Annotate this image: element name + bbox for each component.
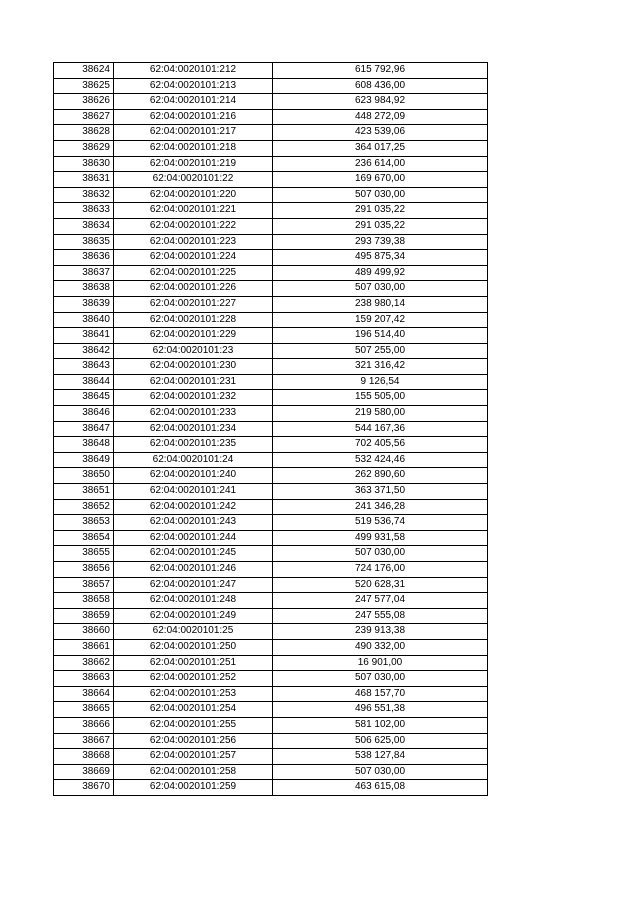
cadastral-value-cell: 507 030,00 <box>273 281 488 297</box>
cadastral-number-cell: 62:04:0020101:241 <box>114 484 273 500</box>
cadastral-number-cell: 62:04:0020101:225 <box>114 265 273 281</box>
table-row <box>54 250 488 266</box>
row-number-cell: 38665 <box>54 702 114 718</box>
row-number-cell: 38661 <box>54 639 114 655</box>
table-row <box>54 686 488 702</box>
cadastral-value-cell: 291 035,22 <box>273 218 488 234</box>
cadastral-value-cell: 247 555,08 <box>273 608 488 624</box>
cadastral-value-cell: 239 913,38 <box>273 624 488 640</box>
row-number-cell: 38629 <box>54 140 114 156</box>
cadastral-number-cell: 62:04:0020101:243 <box>114 515 273 531</box>
table-row <box>54 78 488 94</box>
row-number-cell: 38630 <box>54 156 114 172</box>
cadastral-value-cell: 615 792,96 <box>273 63 488 79</box>
cadastral-number-cell: 62:04:0020101:240 <box>114 468 273 484</box>
row-number-cell: 38627 <box>54 109 114 125</box>
cadastral-value-cell: 423 539,06 <box>273 125 488 141</box>
row-number-cell: 38645 <box>54 390 114 406</box>
row-number-cell: 38648 <box>54 437 114 453</box>
cadastral-number-cell: 62:04:0020101:223 <box>114 234 273 250</box>
cadastral-value-cell: 238 980,14 <box>273 296 488 312</box>
cadastral-number-cell: 62:04:0020101:253 <box>114 686 273 702</box>
table-row <box>54 359 488 375</box>
row-number-cell: 38639 <box>54 296 114 312</box>
cadastral-number-cell: 62:04:0020101:230 <box>114 359 273 375</box>
table-row <box>54 187 488 203</box>
row-number-cell: 38649 <box>54 452 114 468</box>
table-row <box>54 452 488 468</box>
cadastral-number-cell: 62:04:0020101:244 <box>114 530 273 546</box>
row-number-cell: 38640 <box>54 312 114 328</box>
table-row <box>54 655 488 671</box>
row-number-cell: 38641 <box>54 328 114 344</box>
table-row <box>54 296 488 312</box>
cadastral-value-cell: 463 615,08 <box>273 780 488 796</box>
row-number-cell: 38631 <box>54 172 114 188</box>
cadastral-number-cell: 62:04:0020101:22 <box>114 172 273 188</box>
cadastral-value-cell: 262 890,60 <box>273 468 488 484</box>
cadastral-number-cell: 62:04:0020101:24 <box>114 452 273 468</box>
table-row <box>54 608 488 624</box>
cadastral-number-cell: 62:04:0020101:212 <box>114 63 273 79</box>
cadastral-value-cell: 490 332,00 <box>273 639 488 655</box>
cadastral-value-cell: 159 207,42 <box>273 312 488 328</box>
table-row <box>54 406 488 422</box>
row-number-cell: 38664 <box>54 686 114 702</box>
row-number-cell: 38653 <box>54 515 114 531</box>
table-row <box>54 499 488 515</box>
table-row <box>54 546 488 562</box>
row-number-cell: 38667 <box>54 733 114 749</box>
cadastral-value-cell: 9 126,54 <box>273 374 488 390</box>
table-row <box>54 218 488 234</box>
cadastral-number-cell: 62:04:0020101:219 <box>114 156 273 172</box>
cadastral-value-cell: 293 739,38 <box>273 234 488 250</box>
cadastral-number-cell: 62:04:0020101:249 <box>114 608 273 624</box>
cadastral-number-cell: 62:04:0020101:250 <box>114 639 273 655</box>
cadastral-value-cell: 499 931,58 <box>273 530 488 546</box>
cadastral-value-cell: 544 167,36 <box>273 421 488 437</box>
cadastral-value-cell: 16 901,00 <box>273 655 488 671</box>
cadastral-number-cell: 62:04:0020101:234 <box>114 421 273 437</box>
cadastral-value-cell: 448 272,09 <box>273 109 488 125</box>
row-number-cell: 38650 <box>54 468 114 484</box>
cadastral-number-cell: 62:04:0020101:258 <box>114 764 273 780</box>
cadastral-value-cell: 532 424,46 <box>273 452 488 468</box>
row-number-cell: 38658 <box>54 593 114 609</box>
cadastral-value-cell: 496 551,38 <box>273 702 488 718</box>
cadastral-value-cell: 702 405,56 <box>273 437 488 453</box>
row-number-cell: 38662 <box>54 655 114 671</box>
table-row <box>54 125 488 141</box>
row-number-cell: 38652 <box>54 499 114 515</box>
cadastral-value-cell: 241 346,28 <box>273 499 488 515</box>
cadastral-number-cell: 62:04:0020101:23 <box>114 343 273 359</box>
table-row <box>54 749 488 765</box>
cadastral-number-cell: 62:04:0020101:254 <box>114 702 273 718</box>
row-number-cell: 38663 <box>54 671 114 687</box>
table-row <box>54 109 488 125</box>
row-number-cell: 38628 <box>54 125 114 141</box>
cadastral-number-cell: 62:04:0020101:242 <box>114 499 273 515</box>
table-row <box>54 702 488 718</box>
table-row <box>54 421 488 437</box>
row-number-cell: 38647 <box>54 421 114 437</box>
cadastral-value-cell: 506 625,00 <box>273 733 488 749</box>
cadastral-number-cell: 62:04:0020101:256 <box>114 733 273 749</box>
table-row <box>54 312 488 328</box>
table-row <box>54 780 488 796</box>
row-number-cell: 38666 <box>54 717 114 733</box>
table-row <box>54 624 488 640</box>
table-row <box>54 234 488 250</box>
table-row <box>54 562 488 578</box>
row-number-cell: 38636 <box>54 250 114 266</box>
cadastral-value-cell: 507 030,00 <box>273 187 488 203</box>
table-body <box>54 63 488 796</box>
cadastral-number-cell: 62:04:0020101:214 <box>114 94 273 110</box>
cadastral-value-cell: 155 505,00 <box>273 390 488 406</box>
cadastral-number-cell: 62:04:0020101:231 <box>114 374 273 390</box>
table-row <box>54 140 488 156</box>
table-row <box>54 639 488 655</box>
cadastral-number-cell: 62:04:0020101:251 <box>114 655 273 671</box>
row-number-cell: 38670 <box>54 780 114 796</box>
cadastral-value-cell: 495 875,34 <box>273 250 488 266</box>
cadastral-number-cell: 62:04:0020101:227 <box>114 296 273 312</box>
cadastral-value-cell: 507 030,00 <box>273 546 488 562</box>
table-row <box>54 156 488 172</box>
cadastral-value-cell: 247 577,04 <box>273 593 488 609</box>
cadastral-number-cell: 62:04:0020101:257 <box>114 749 273 765</box>
cadastral-value-cell: 507 030,00 <box>273 671 488 687</box>
table-row <box>54 764 488 780</box>
cadastral-value-cell: 363 371,50 <box>273 484 488 500</box>
cadastral-value-cell: 724 176,00 <box>273 562 488 578</box>
row-number-cell: 38646 <box>54 406 114 422</box>
table-row <box>54 63 488 79</box>
row-number-cell: 38657 <box>54 577 114 593</box>
table-row <box>54 172 488 188</box>
table-row <box>54 265 488 281</box>
table-row <box>54 515 488 531</box>
row-number-cell: 38660 <box>54 624 114 640</box>
table-row <box>54 390 488 406</box>
cadastral-number-cell: 62:04:0020101:213 <box>114 78 273 94</box>
row-number-cell: 38654 <box>54 530 114 546</box>
cadastral-number-cell: 62:04:0020101:248 <box>114 593 273 609</box>
table-row <box>54 328 488 344</box>
row-number-cell: 38642 <box>54 343 114 359</box>
cadastral-value-cell: 468 157,70 <box>273 686 488 702</box>
cadastral-value-cell: 623 984,92 <box>273 94 488 110</box>
table-row <box>54 593 488 609</box>
cadastral-number-cell: 62:04:0020101:229 <box>114 328 273 344</box>
cadastral-number-cell: 62:04:0020101:245 <box>114 546 273 562</box>
table-row <box>54 281 488 297</box>
row-number-cell: 38644 <box>54 374 114 390</box>
cadastral-number-cell: 62:04:0020101:226 <box>114 281 273 297</box>
cadastral-value-cell: 489 499,92 <box>273 265 488 281</box>
cadastral-value-cell: 581 102,00 <box>273 717 488 733</box>
table-row <box>54 484 488 500</box>
cadastral-number-cell: 62:04:0020101:228 <box>114 312 273 328</box>
cadastral-number-cell: 62:04:0020101:232 <box>114 390 273 406</box>
table-row <box>54 717 488 733</box>
cadastral-value-cell: 196 514,40 <box>273 328 488 344</box>
table-row <box>54 671 488 687</box>
row-number-cell: 38632 <box>54 187 114 203</box>
cadastral-value-cell: 364 017,25 <box>273 140 488 156</box>
cadastral-value-table <box>53 62 488 796</box>
cadastral-number-cell: 62:04:0020101:221 <box>114 203 273 219</box>
table-row <box>54 437 488 453</box>
row-number-cell: 38634 <box>54 218 114 234</box>
cadastral-number-cell: 62:04:0020101:255 <box>114 717 273 733</box>
row-number-cell: 38655 <box>54 546 114 562</box>
cadastral-number-cell: 62:04:0020101:222 <box>114 218 273 234</box>
row-number-cell: 38638 <box>54 281 114 297</box>
cadastral-number-cell: 62:04:0020101:25 <box>114 624 273 640</box>
table-row <box>54 468 488 484</box>
table-row <box>54 203 488 219</box>
row-number-cell: 38656 <box>54 562 114 578</box>
cadastral-value-cell: 291 035,22 <box>273 203 488 219</box>
cadastral-value-cell: 519 536,74 <box>273 515 488 531</box>
row-number-cell: 38668 <box>54 749 114 765</box>
cadastral-number-cell: 62:04:0020101:217 <box>114 125 273 141</box>
cadastral-number-cell: 62:04:0020101:259 <box>114 780 273 796</box>
row-number-cell: 38626 <box>54 94 114 110</box>
cadastral-number-cell: 62:04:0020101:246 <box>114 562 273 578</box>
table-row <box>54 577 488 593</box>
cadastral-value-cell: 219 580,00 <box>273 406 488 422</box>
table-row <box>54 733 488 749</box>
cadastral-number-cell: 62:04:0020101:224 <box>114 250 273 266</box>
row-number-cell: 38643 <box>54 359 114 375</box>
cadastral-value-cell: 169 670,00 <box>273 172 488 188</box>
cadastral-number-cell: 62:04:0020101:235 <box>114 437 273 453</box>
row-number-cell: 38625 <box>54 78 114 94</box>
row-number-cell: 38651 <box>54 484 114 500</box>
cadastral-value-cell: 608 436,00 <box>273 78 488 94</box>
table-row <box>54 94 488 110</box>
cadastral-number-cell: 62:04:0020101:218 <box>114 140 273 156</box>
cadastral-number-cell: 62:04:0020101:220 <box>114 187 273 203</box>
cadastral-value-cell: 321 316,42 <box>273 359 488 375</box>
cadastral-number-cell: 62:04:0020101:252 <box>114 671 273 687</box>
cadastral-number-cell: 62:04:0020101:247 <box>114 577 273 593</box>
row-number-cell: 38633 <box>54 203 114 219</box>
cadastral-value-cell: 520 628,31 <box>273 577 488 593</box>
table-row <box>54 530 488 546</box>
row-number-cell: 38659 <box>54 608 114 624</box>
row-number-cell: 38637 <box>54 265 114 281</box>
row-number-cell: 38624 <box>54 63 114 79</box>
cadastral-value-cell: 538 127,84 <box>273 749 488 765</box>
cadastral-value-cell: 507 030,00 <box>273 764 488 780</box>
table-row <box>54 343 488 359</box>
row-number-cell: 38635 <box>54 234 114 250</box>
row-number-cell: 38669 <box>54 764 114 780</box>
cadastral-value-cell: 236 614,00 <box>273 156 488 172</box>
cadastral-number-cell: 62:04:0020101:216 <box>114 109 273 125</box>
cadastral-number-cell: 62:04:0020101:233 <box>114 406 273 422</box>
table-row <box>54 374 488 390</box>
cadastral-value-cell: 507 255,00 <box>273 343 488 359</box>
